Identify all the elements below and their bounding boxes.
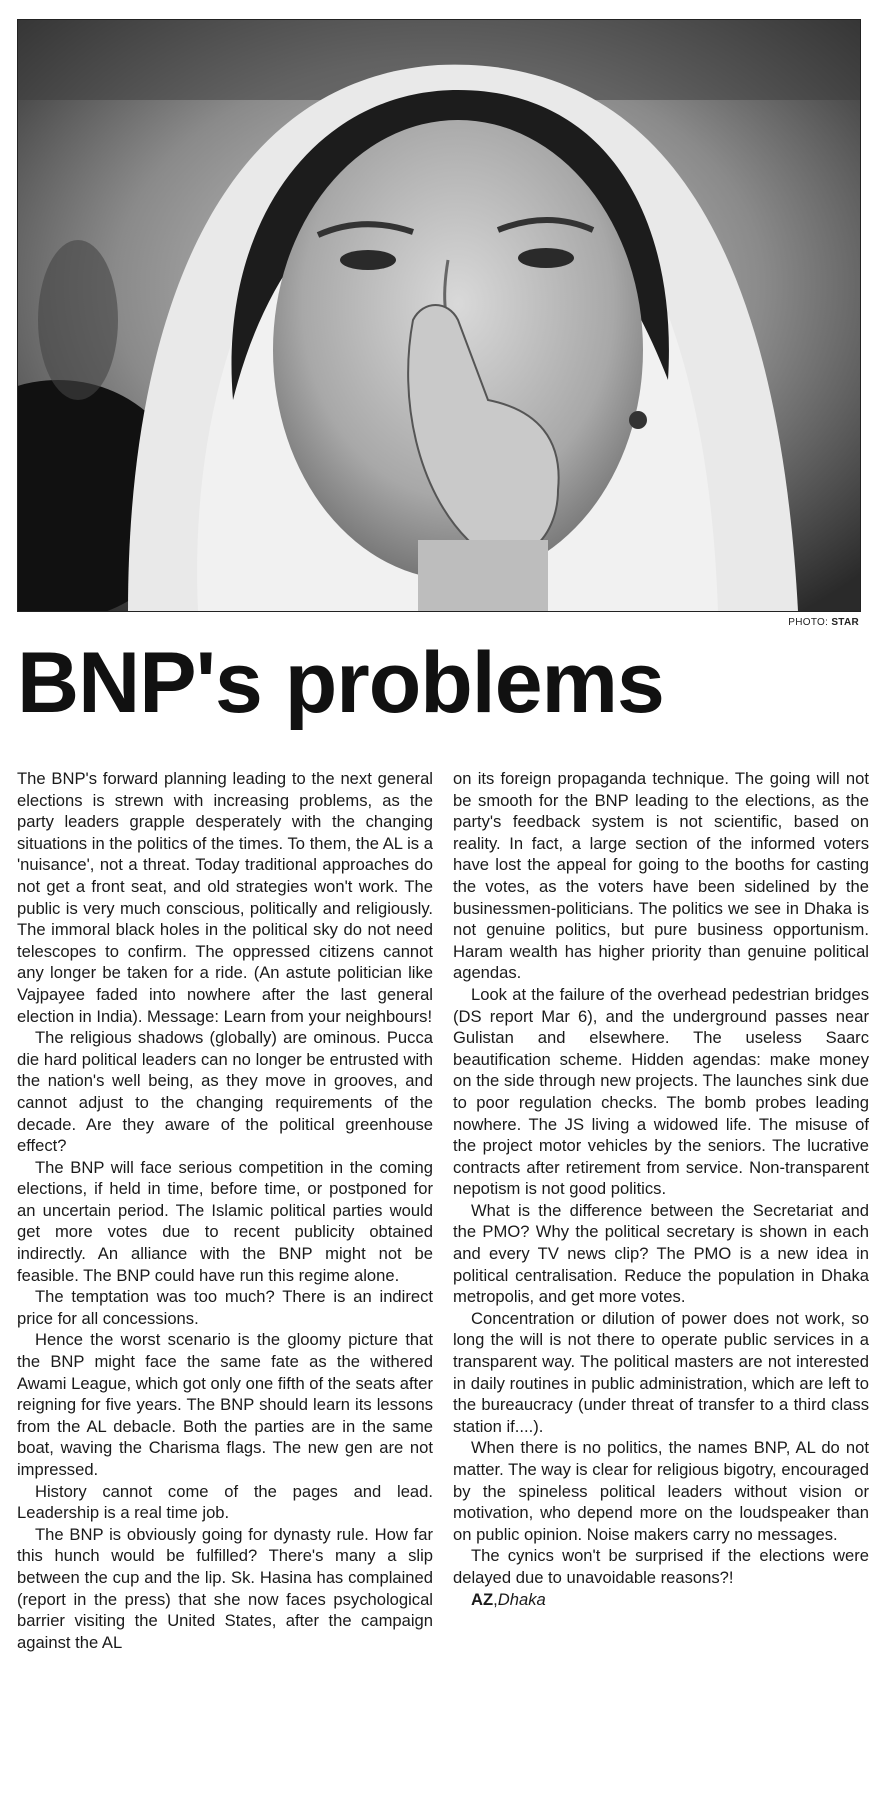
signature-separator: , — [493, 1589, 498, 1609]
article-column-right — [453, 768, 869, 1610]
article-paragraph: The BNP's forward planning leading to the next general elections is strewn with increasing problems, as the party leaders grapple desperately with the changing situations in the politics of the times. To them, the AL is a 'nuisance', not a threat. Today traditional approaches do not get a front seat, and old strategies won't work. The public is very much conscious, politically and religiously. The immoral black holes in the political sky do not need telescopes to confirm. The oppressed citizens cannot any longer be taken for a ride. (An astute politician like Vajpayee faded into nowhere after the last general election in India). Message: Learn from your neighbours! — [17, 769, 433, 1026]
author-initials: AZ — [471, 1589, 494, 1609]
article-paragraph: The BNP will face serious competition in the coming elections, if held in time, before time, or postponed for an uncertain period. The Islamic political parties would get more votes due to recent publicity obtained indirectly. An alliance with the BNP might not be feasible. The BNP could have run this regime alone. — [17, 1157, 433, 1285]
article-paragraph: The cynics won't be surprised if the elections were delayed due to unavoidable reasons?! — [453, 1546, 869, 1587]
article-paragraph: Hence the worst scenario is the gloomy picture that the BNP might face the same fate as the withered Awami League, which got only one fifth of the seats after reigning for five years. The BNP should learn its lessons from the AL debacle. Both the parties are in the same boat, waving the Charisma flags. The new gen are not impressed. — [17, 1330, 433, 1479]
article-paragraph: The temptation was too much? There is an indirect price for all concessions. — [17, 1287, 433, 1328]
author-location: Dhaka — [497, 1589, 546, 1609]
photo-credit-source: STAR — [831, 617, 859, 628]
photo-credit — [788, 617, 859, 628]
article-paragraph: What is the difference between the Secretariat and the PMO? Why the political secretary is shown in each and every TV news clip? The PMO is a new idea in political centralisation. Reduce the population in Dhaka metropolis, and get more votes. — [453, 1200, 869, 1307]
article-photo — [17, 19, 861, 612]
article-paragraph: The BNP is obviously going for dynasty rule. How far this hunch would be fulfilled? There's many a slip between the cup and the lip. Sk. Hasina has complained (report in the press) that she now faces psychological barrier visiting the United States, after the campaign against the AL — [17, 1524, 433, 1652]
author-signature — [453, 1589, 869, 1611]
article-paragraph: The religious shadows (globally) are ominous. Pucca die hard political leaders can no longer be entrusted with the nation's well being, as they move in grooves, and cannot adjust to the changing requirements of the decade. Are they aware of the political greenhouse effect? — [17, 1028, 433, 1156]
article-paragraph: on its foreign propaganda technique. The going will not be smooth for the BNP leading to the elections, as the party's feedback system is not scientific, based on reality. In fact, a large section of the informed voters have lost the appeal for going to the booths for casting the votes, as the voters have been sidelined by the businessmen-politicians. The politics we see in Dhaka is not genuine politics, but pure business opportunism. Haram wealth has higher priority than genuine political agendas. — [453, 769, 869, 983]
headline: BNP's problems — [17, 635, 664, 731]
article-paragraph: Concentration or dilution of power does not work, so long the will is not there to operate public services in a transparent way. The political masters are not interested in daily routines in public administration, which are left to the bureaucracy (under threat of transfer to a third class station if....). — [453, 1308, 869, 1436]
article-paragraph: Look at the failure of the overhead pedestrian bridges (DS report Mar 6), and the underground passes near Gulistan and elsewhere. The useless Saarc beautification scheme. Hidden agendas: make money on the side through new projects. The launches sink due to poor regulation checks. The bomb probes leading nowhere. The JS living a widowed life. The misuse of the project motor vehicles by the seniors. The lucrative contracts after retirement from service. Non-transparent nepotism is not good politics. — [453, 984, 869, 1199]
article-paragraph: When there is no politics, the names BNP, AL do not matter. The way is clear for religious bigotry, encouraged by the spineless political leaders without vision or motivation, who depend more on the loudspeaker than on public opinion. Noise makers carry no messages. — [453, 1438, 869, 1544]
article-column-left — [17, 768, 433, 1653]
article-paragraph: History cannot come of the pages and lead. Leadership is a real time job. — [17, 1481, 433, 1523]
photo-credit-prefix: PHOTO: — [788, 617, 829, 628]
photo-illustration — [18, 20, 860, 611]
